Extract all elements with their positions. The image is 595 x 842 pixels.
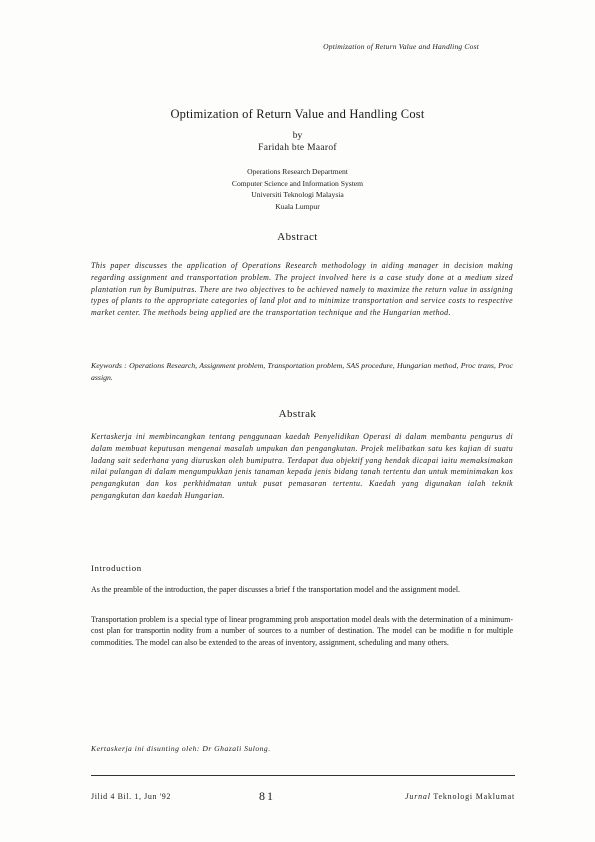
affiliation-line: Computer Science and Information System	[231, 178, 364, 188]
abstract-heading: Abstract	[277, 231, 318, 243]
page-number: 81	[259, 789, 275, 803]
running-header: Optimization of Return Value and Handling Cost	[323, 42, 479, 51]
author-name: Faridah bte Maarof	[258, 143, 337, 153]
journal-name-rest: Teknologi Maklumat	[430, 792, 515, 801]
journal-name	[405, 792, 515, 801]
paper-title: Optimization of Return Value and Handling Cost	[170, 107, 425, 121]
affiliation-block	[0, 166, 595, 212]
page-footer	[91, 790, 515, 804]
abstrak-body: Kertaskerja ini membincangkan tentang penggunaan kaedah Penyelidikan Operasi di dalam membantu pengurus di dalam membuat keputusan mengenai masalah umpukan dan pengangkutan. Projek melibatkan satu kes kajian di suatu ladang sait sederhana yang diuruskan oleh bumiputra. Terdapat dua objektif yang hendak dicapai iaitu memaksimakan nilai pulangan di dalam mengumpukkan jenis tanaman kepada jenis bidang tanah tertentu dan untuk meminimakan kos pengangkutan dan kos perkhidmatan untuk pusat pemasaran tertentu. Kaedah yang digunakan ialah teknik pengangkutan dan kaedah Hungarian.	[91, 432, 513, 500]
keywords: Keywords : Operations Research, Assignment problem, Transportation problem, SAS procedure, Hungarian method, Proc trans, Proc assign.	[91, 361, 513, 382]
footer-divider	[91, 775, 515, 776]
affiliation-line: Kuala Lumpur	[275, 201, 320, 211]
affiliation-line: Operations Research Department	[247, 167, 348, 176]
affiliation-line: Universiti Teknologi Malaysia	[251, 190, 344, 199]
by-line: by	[292, 131, 303, 141]
introduction-paragraph-2: Transportation problem is a special type of linear programming prob ansportation model deals with the determination of a minimum-cost plan for transportin nodity from a number of sources to a number of destination. The model can be modifie n for multiple commodities. The model can also be extended to the areas of inventory, assignment, scheduling and many others.	[91, 615, 513, 647]
abstract-body: This paper discusses the application of Operations Research methodology in aiding manager in decision making regarding assignment and transportation problem. The project involved here is a case study done at a medium sized plantation run by Bumiputras. There are two objectives to be achieved namely to maximize the return value in assigning types of plants to the appropriate categories of land plot and to minimize transportation and service costs to respective market center. The methods being applied are the transportation technique and the Hungarian method.	[91, 261, 513, 318]
editor-footnote: Kertaskerja ini disunting oleh: Dr Ghazali Sulong.	[91, 744, 271, 753]
issue-info: Jilid 4 Bil. 1, Jun '92	[91, 792, 171, 801]
abstrak-heading: Abstrak	[278, 408, 317, 420]
introduction-paragraph-1: As the preamble of the introduction, the paper discusses a brief f the transportation model and the assignment model.	[91, 585, 461, 594]
journal-word: Jurnal	[405, 792, 431, 801]
introduction-heading: Introduction	[91, 563, 142, 573]
